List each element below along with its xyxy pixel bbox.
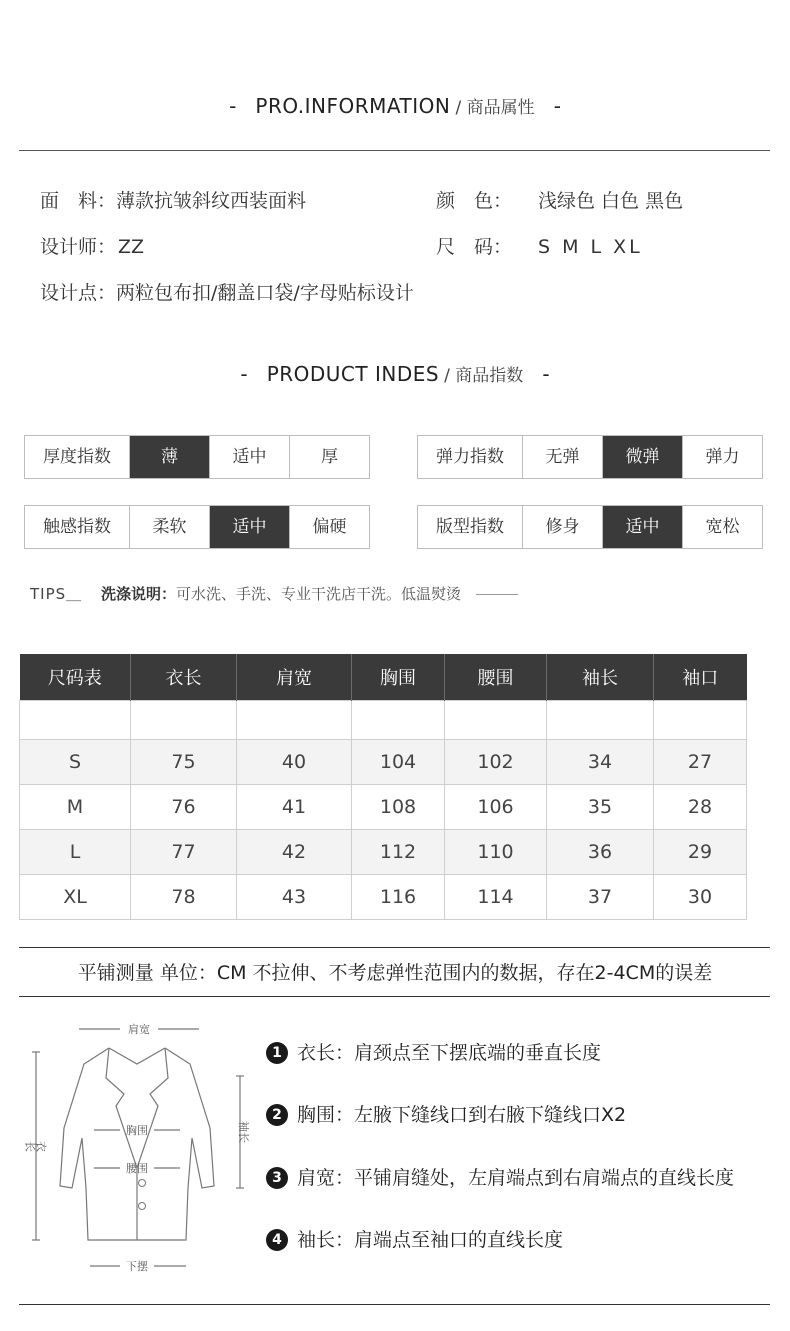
size-cell: 77 <box>131 830 237 875</box>
size-header-cell: 肩宽 <box>237 654 352 701</box>
size-cell: S <box>20 740 131 785</box>
wash-tips <box>30 583 518 604</box>
size-cell: 108 <box>352 785 445 830</box>
size-cell: L <box>20 830 131 875</box>
size-cell: 30 <box>654 875 747 920</box>
jacket-diagram <box>24 1018 250 1280</box>
tips-underline <box>476 594 518 595</box>
size-cell: 75 <box>131 740 237 785</box>
attr-color-label: 颜 色： <box>436 190 513 212</box>
index-elasticity-option-1: 无弹 <box>522 436 602 478</box>
tips-label: 洗涤说明： <box>100 585 176 603</box>
size-cell: M <box>20 785 131 830</box>
size-cell: 27 <box>654 740 747 785</box>
indes-title-cn: / 商品指数 <box>444 366 524 386</box>
table-row <box>20 875 747 920</box>
size-cell: 40 <box>237 740 352 785</box>
pro-information-title <box>0 93 790 118</box>
size-header-cell: 袖长 <box>547 654 654 701</box>
attr-design <box>40 278 414 305</box>
measure-item-text: 衣长：肩颈点至下摆底端的垂直长度 <box>297 1042 602 1064</box>
attr-size <box>436 232 643 259</box>
tips-text: 可水洗、手洗、专业干洗店干洗。低温熨烫 <box>175 585 461 603</box>
size-table-header <box>20 654 747 701</box>
size-cell: 35 <box>547 785 654 830</box>
size-cell: 110 <box>445 830 547 875</box>
size-cell: 37 <box>547 875 654 920</box>
divider-bottom <box>19 1304 770 1305</box>
label-waist: 腰围 <box>126 1162 148 1175</box>
index-fit-option-3: 宽松 <box>682 506 762 548</box>
number-badge-icon: 2 <box>266 1104 288 1126</box>
measure-item-text: 肩宽：平铺肩缝处，左肩端点到右肩端点的直线长度 <box>297 1167 735 1189</box>
size-header-cell: 胸围 <box>352 654 445 701</box>
size-cell: 112 <box>352 830 445 875</box>
title-cn: / 商品属性 <box>455 98 535 118</box>
divider-top <box>19 150 770 151</box>
size-cell: 114 <box>445 875 547 920</box>
title-dash-right: - <box>553 94 561 118</box>
index-thickness-option-2: 适中 <box>209 436 289 478</box>
product-indes-title <box>0 361 790 386</box>
attr-fabric-value: 薄款抗皱斜纹西装面料 <box>116 190 307 212</box>
size-header-cell: 尺码表 <box>20 654 131 701</box>
measure-item <box>266 1163 734 1190</box>
measure-item <box>266 1225 563 1252</box>
size-cell: 36 <box>547 830 654 875</box>
index-touch <box>24 505 370 549</box>
attr-design-label: 设计点： <box>40 282 117 304</box>
measure-item-text: 胸围：左腋下缝线口到右腋下缝线口X2 <box>297 1104 627 1126</box>
attr-size-value: S M L XL <box>538 236 643 258</box>
index-elasticity <box>417 435 763 479</box>
divider-note-top <box>19 947 770 948</box>
table-row <box>20 740 747 785</box>
attr-designer-value: ZZ <box>118 236 145 258</box>
size-cell: 41 <box>237 785 352 830</box>
label-shoulder: 肩宽 <box>128 1023 150 1036</box>
index-touch-option-1: 柔软 <box>129 506 209 548</box>
size-cell: 42 <box>237 830 352 875</box>
attr-fabric-label: 面 料： <box>40 190 117 212</box>
divider-note-bottom <box>19 996 770 997</box>
index-touch-option-3: 偏硬 <box>289 506 369 548</box>
size-cell: 43 <box>237 875 352 920</box>
attr-color <box>436 186 683 213</box>
index-thickness-label: 厚度指数 <box>43 447 111 467</box>
attr-designer <box>40 232 144 259</box>
index-fit-option-2: 适中 <box>602 506 682 548</box>
attr-fabric <box>40 186 306 213</box>
size-cell: 116 <box>352 875 445 920</box>
size-cell: 28 <box>654 785 747 830</box>
index-touch-option-2: 适中 <box>209 506 289 548</box>
measure-item <box>266 1038 601 1065</box>
table-row <box>20 830 747 875</box>
size-cell: 106 <box>445 785 547 830</box>
index-elasticity-option-2: 微弹 <box>602 436 682 478</box>
index-thickness <box>24 435 370 479</box>
size-header-cell: 腰围 <box>445 654 547 701</box>
attr-design-value: 两粒包布扣/翻盖口袋/字母贴标设计 <box>116 282 414 304</box>
indes-dash-right: - <box>542 362 550 386</box>
attr-designer-label: 设计师： <box>40 236 117 258</box>
index-fit-option-1: 修身 <box>522 506 602 548</box>
index-fit <box>417 505 763 549</box>
size-header-cell: 衣长 <box>131 654 237 701</box>
button-icon <box>139 1180 146 1187</box>
indes-title-en: PRODUCT INDES <box>266 362 440 386</box>
measure-item-text: 袖长：肩端点至袖口的直线长度 <box>297 1229 564 1251</box>
size-table-spacer-row <box>20 701 747 740</box>
size-cell: XL <box>20 875 131 920</box>
size-cell: 104 <box>352 740 445 785</box>
label-sleeve: 袖长 <box>237 1121 250 1143</box>
size-cell: 76 <box>131 785 237 830</box>
size-cell: 102 <box>445 740 547 785</box>
number-badge-icon: 1 <box>266 1042 288 1064</box>
index-elasticity-label: 弹力指数 <box>436 447 504 467</box>
size-cell: 78 <box>131 875 237 920</box>
size-cell: 34 <box>547 740 654 785</box>
tips-tag: TIPS＿ <box>30 585 83 603</box>
index-thickness-option-1: 薄 <box>129 436 209 478</box>
attr-size-label: 尺 码： <box>436 236 513 258</box>
size-header-cell: 袖口 <box>654 654 747 701</box>
size-table <box>19 654 747 920</box>
title-en: PRO.INFORMATION <box>255 94 451 118</box>
indes-dash-left: - <box>240 362 248 386</box>
index-elasticity-option-3: 弹力 <box>682 436 762 478</box>
title-dash-left: - <box>229 94 237 118</box>
label-chest: 胸围 <box>126 1124 148 1137</box>
measure-item <box>266 1100 626 1127</box>
number-badge-icon: 3 <box>266 1167 288 1189</box>
index-fit-label: 版型指数 <box>436 517 504 537</box>
label-hem: 下摆 <box>126 1260 148 1273</box>
button-icon <box>139 1203 146 1210</box>
table-row <box>20 785 747 830</box>
attr-color-value: 浅绿色 白色 黑色 <box>538 190 684 212</box>
index-touch-label: 触感指数 <box>43 517 111 537</box>
number-badge-icon: 4 <box>266 1229 288 1251</box>
size-cell: 29 <box>654 830 747 875</box>
label-length: 衣长 <box>25 1139 47 1153</box>
measure-note: 平铺测量 单位：CM 不拉伸、不考虑弹性范围内的数据，存在2-4CM的误差 <box>77 962 713 984</box>
index-thickness-option-3: 厚 <box>289 436 369 478</box>
